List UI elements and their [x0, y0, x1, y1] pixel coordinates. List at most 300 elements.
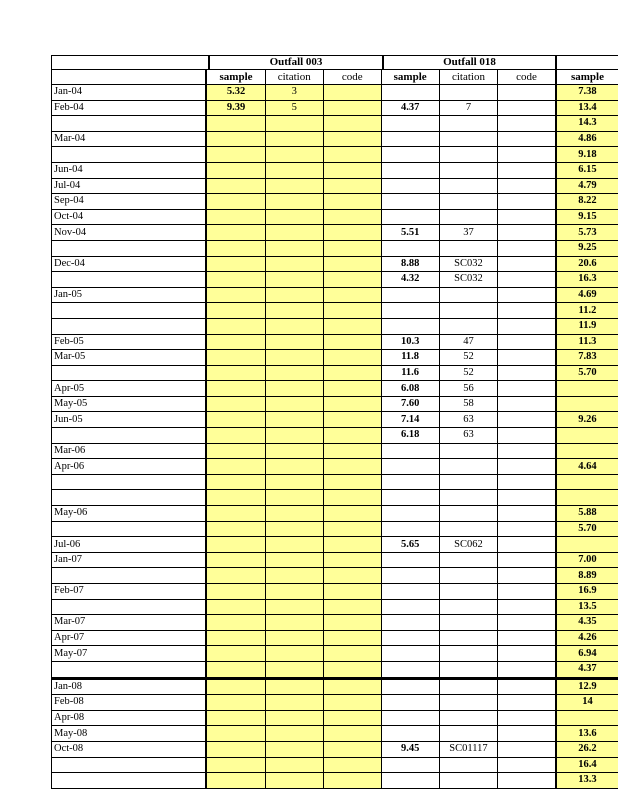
- date-cell: Mar-04: [52, 131, 207, 147]
- outfall-018-code-cell: [498, 599, 556, 615]
- table-row: [52, 85, 618, 101]
- outfall-003-sample-cell: [206, 194, 265, 210]
- outfall-018-citation-cell: [439, 147, 497, 163]
- date-cell: Dec-04: [52, 256, 207, 272]
- third-sample-cell: 5.73: [556, 225, 618, 241]
- outfall-018-code-cell: [498, 710, 556, 726]
- outfall-003-sample-cell: [206, 116, 265, 132]
- table-row: [52, 131, 618, 147]
- outfall-003-sample-cell: [206, 646, 265, 662]
- outfall-018-citation-cell: 63: [439, 412, 497, 428]
- table-row: [52, 178, 618, 194]
- outfall-003-sample-cell: [206, 599, 265, 615]
- outfall-018-code-cell: [498, 194, 556, 210]
- outfall-003-citation-cell: [265, 757, 323, 773]
- outfall-003-citation-cell: [265, 225, 323, 241]
- third-sample-cell: 4.26: [556, 630, 618, 646]
- outfall-003-code-cell: [323, 506, 381, 522]
- outfall-018-code-cell: [498, 240, 556, 256]
- outfall-018-code-cell: [498, 537, 556, 553]
- outfall-003-code-cell: [323, 726, 381, 742]
- outfall-018-code-cell: [498, 757, 556, 773]
- outfall-018-sample-cell: 11.8: [381, 350, 439, 366]
- outfall-018-citation-cell: 52: [439, 350, 497, 366]
- outfall-003-code-cell: [323, 661, 381, 678]
- outfall-003-citation-cell: [265, 240, 323, 256]
- table-row: [52, 209, 618, 225]
- outfall-003-sample-cell: [206, 726, 265, 742]
- outfall-003-code-cell: [323, 412, 381, 428]
- outfall-003-citation-cell: [265, 381, 323, 397]
- table-row: [52, 443, 618, 459]
- outfall-018-code-cell: [498, 318, 556, 334]
- outfall-003-citation-cell: [265, 162, 323, 178]
- column-header-row: [52, 70, 618, 85]
- outfall-003-sample-cell: [206, 678, 265, 695]
- outfall-018-code-cell: [498, 568, 556, 584]
- outfall-003-code-cell: [323, 194, 381, 210]
- outfall-003-citation-cell: [265, 459, 323, 475]
- date-cell: Mar-07: [52, 615, 207, 631]
- outfall-003-sample-cell: [206, 741, 265, 757]
- date-cell: [52, 757, 207, 773]
- outfall-003-sample-cell: 9.39: [206, 100, 265, 116]
- outfall-003-sample-cell: [206, 303, 265, 319]
- table-row: [52, 537, 618, 553]
- outfall-003-citation-cell: [265, 678, 323, 695]
- date-cell: Jan-07: [52, 552, 207, 568]
- outfall-003-sample-cell: [206, 131, 265, 147]
- outfall-018-code-cell: [498, 443, 556, 459]
- outfall-018-sample-cell: [381, 443, 439, 459]
- outfall-018-sample-cell: [381, 194, 439, 210]
- outfall-018-citation-cell: 7: [439, 100, 497, 116]
- table-row: [52, 318, 618, 334]
- third-sample-cell: [556, 474, 618, 490]
- table-row: [52, 116, 618, 132]
- outfall-018-sample-cell: [381, 116, 439, 132]
- date-cell: May-06: [52, 506, 207, 522]
- date-cell: Jan-04: [52, 85, 207, 101]
- outfall-018-sample-cell: [381, 661, 439, 678]
- outfall-003-citation-cell: [265, 695, 323, 711]
- third-sample-cell: 5.88: [556, 506, 618, 522]
- outfall-018-sample-cell: [381, 695, 439, 711]
- outfall-018-sample-cell: [381, 85, 439, 101]
- outfall-018-citation-cell: [439, 459, 497, 475]
- outfall-018-sample-cell: 8.88: [381, 256, 439, 272]
- group-header-blank: [51, 55, 209, 69]
- table-row: [52, 100, 618, 116]
- table-row: [52, 162, 618, 178]
- outfall-003-sample-cell: [206, 757, 265, 773]
- table-row: [52, 459, 618, 475]
- outfall-003-citation-cell: [265, 474, 323, 490]
- outfall-003-code-cell: [323, 568, 381, 584]
- outfall-003-sample-cell: [206, 178, 265, 194]
- outfall-018-code-cell: [498, 695, 556, 711]
- table-row: [52, 303, 618, 319]
- date-cell: [52, 365, 207, 381]
- third-sample-cell: 9.25: [556, 240, 618, 256]
- column-header-date: [52, 70, 207, 85]
- outfall-018-code-cell: [498, 162, 556, 178]
- outfall-003-code-cell: [323, 147, 381, 163]
- table-row: [52, 225, 618, 241]
- third-sample-cell: 8.22: [556, 194, 618, 210]
- outfall-018-citation-cell: [439, 178, 497, 194]
- third-sample-cell: 9.26: [556, 412, 618, 428]
- outfall-003-code-cell: [323, 695, 381, 711]
- column-header-citation: citation: [265, 70, 323, 85]
- date-cell: [52, 568, 207, 584]
- outfall-018-citation-cell: [439, 490, 497, 506]
- outfall-003-citation-cell: [265, 178, 323, 194]
- third-sample-cell: 26.2: [556, 741, 618, 757]
- date-cell: Apr-08: [52, 710, 207, 726]
- outfall-018-sample-cell: [381, 162, 439, 178]
- table-row: [52, 506, 618, 522]
- table-row: [52, 412, 618, 428]
- outfall-018-citation-cell: [439, 287, 497, 303]
- outfall-018-code-cell: [498, 381, 556, 397]
- third-sample-cell: 13.6: [556, 726, 618, 742]
- outfall-018-sample-cell: [381, 459, 439, 475]
- date-cell: Jul-06: [52, 537, 207, 553]
- outfall-018-code-cell: [498, 552, 556, 568]
- date-cell: Feb-05: [52, 334, 207, 350]
- outfall-018-sample-cell: 5.51: [381, 225, 439, 241]
- third-sample-cell: 20.6: [556, 256, 618, 272]
- table-row: [52, 194, 618, 210]
- outfall-003-citation-cell: [265, 490, 323, 506]
- outfall-018-citation-cell: [439, 710, 497, 726]
- outfall-003-sample-cell: [206, 350, 265, 366]
- third-sample-cell: [556, 443, 618, 459]
- outfall-018-sample-cell: [381, 615, 439, 631]
- outfall-018-code-cell: [498, 131, 556, 147]
- group-header-outfall-003: Outfall 003: [209, 55, 383, 69]
- outfall-003-citation-cell: [265, 334, 323, 350]
- outfall-018-sample-cell: [381, 726, 439, 742]
- table-row: [52, 726, 618, 742]
- outfall-003-sample-cell: [206, 630, 265, 646]
- outfall-003-code-cell: [323, 303, 381, 319]
- outfall-018-citation-cell: 47: [439, 334, 497, 350]
- outfall-018-sample-cell: [381, 710, 439, 726]
- group-header-third: [556, 55, 618, 69]
- third-sample-cell: 11.3: [556, 334, 618, 350]
- outfall-018-sample-cell: 4.37: [381, 100, 439, 116]
- outfall-018-citation-cell: [439, 726, 497, 742]
- outfall-018-code-cell: [498, 646, 556, 662]
- outfall-003-code-cell: [323, 459, 381, 475]
- outfall-003-citation-cell: 5: [265, 100, 323, 116]
- table-row: [52, 741, 618, 757]
- outfall-018-citation-cell: SC032: [439, 272, 497, 288]
- column-header-code: code: [498, 70, 556, 85]
- outfall-003-citation-cell: [265, 131, 323, 147]
- outfall-018-code-cell: [498, 584, 556, 600]
- date-cell: [52, 599, 207, 615]
- outfall-003-sample-cell: [206, 147, 265, 163]
- outfall-003-code-cell: [323, 100, 381, 116]
- outfall-003-code-cell: [323, 678, 381, 695]
- outfall-003-citation-cell: [265, 521, 323, 537]
- date-cell: Nov-04: [52, 225, 207, 241]
- date-cell: Jun-04: [52, 162, 207, 178]
- outfall-018-code-cell: [498, 272, 556, 288]
- outfall-003-sample-cell: [206, 412, 265, 428]
- outfall-003-citation-cell: [265, 630, 323, 646]
- third-sample-cell: 13.4: [556, 100, 618, 116]
- outfall-018-code-cell: [498, 474, 556, 490]
- outfall-018-citation-cell: [439, 194, 497, 210]
- spreadsheet: [51, 55, 618, 786]
- outfall-018-sample-cell: [381, 474, 439, 490]
- outfall-003-citation-cell: [265, 661, 323, 678]
- outfall-003-sample-cell: [206, 256, 265, 272]
- date-cell: [52, 474, 207, 490]
- outfall-018-citation-cell: 37: [439, 225, 497, 241]
- third-sample-cell: 4.64: [556, 459, 618, 475]
- outfall-003-sample-cell: [206, 287, 265, 303]
- table-row: [52, 773, 618, 789]
- outfall-018-citation-cell: [439, 552, 497, 568]
- third-sample-cell: 4.35: [556, 615, 618, 631]
- outfall-018-sample-cell: [381, 240, 439, 256]
- date-cell: [52, 490, 207, 506]
- outfall-003-sample-cell: [206, 521, 265, 537]
- outfall-003-code-cell: [323, 272, 381, 288]
- date-cell: Jul-04: [52, 178, 207, 194]
- date-cell: Feb-08: [52, 695, 207, 711]
- outfall-003-sample-cell: [206, 490, 265, 506]
- third-sample-cell: [556, 537, 618, 553]
- third-sample-cell: 16.3: [556, 272, 618, 288]
- outfall-003-citation-cell: [265, 256, 323, 272]
- outfall-003-code-cell: [323, 599, 381, 615]
- outfall-003-citation-cell: [265, 272, 323, 288]
- outfall-018-code-cell: [498, 334, 556, 350]
- outfall-018-code-cell: [498, 209, 556, 225]
- outfall-018-citation-cell: [439, 506, 497, 522]
- outfall-018-citation-cell: 58: [439, 396, 497, 412]
- date-cell: Sep-04: [52, 194, 207, 210]
- outfall-003-citation-cell: [265, 599, 323, 615]
- date-cell: [52, 116, 207, 132]
- date-cell: Feb-04: [52, 100, 207, 116]
- outfall-003-sample-cell: [206, 272, 265, 288]
- outfall-018-sample-cell: 6.18: [381, 428, 439, 444]
- outfall-003-citation-cell: [265, 396, 323, 412]
- date-cell: Oct-04: [52, 209, 207, 225]
- outfall-003-sample-cell: [206, 428, 265, 444]
- outfall-003-citation-cell: [265, 726, 323, 742]
- outfall-018-citation-cell: [439, 240, 497, 256]
- table-row: [52, 287, 618, 303]
- outfall-003-code-cell: [323, 365, 381, 381]
- outfall-018-code-cell: [498, 615, 556, 631]
- outfall-003-sample-cell: [206, 209, 265, 225]
- outfall-003-code-cell: [323, 710, 381, 726]
- third-sample-cell: 5.70: [556, 521, 618, 537]
- outfall-018-citation-cell: [439, 521, 497, 537]
- outfall-003-citation-cell: 3: [265, 85, 323, 101]
- outfall-003-citation-cell: [265, 506, 323, 522]
- outfall-018-sample-cell: [381, 757, 439, 773]
- outfall-003-code-cell: [323, 225, 381, 241]
- outfall-003-sample-cell: [206, 365, 265, 381]
- outfall-018-citation-cell: [439, 303, 497, 319]
- date-cell: [52, 428, 207, 444]
- outfall-018-citation-cell: [439, 695, 497, 711]
- table-row: [52, 240, 618, 256]
- outfall-018-citation-cell: [439, 599, 497, 615]
- outfall-003-sample-cell: [206, 240, 265, 256]
- outfall-018-citation-cell: 56: [439, 381, 497, 397]
- outfall-003-citation-cell: [265, 194, 323, 210]
- date-cell: Apr-07: [52, 630, 207, 646]
- outfall-003-citation-cell: [265, 303, 323, 319]
- outfall-003-code-cell: [323, 552, 381, 568]
- date-cell: [52, 303, 207, 319]
- date-cell: May-08: [52, 726, 207, 742]
- outfall-003-code-cell: [323, 396, 381, 412]
- outfall-003-citation-cell: [265, 318, 323, 334]
- outfall-003-citation-cell: [265, 365, 323, 381]
- outfall-018-code-cell: [498, 428, 556, 444]
- outfall-018-citation-cell: [439, 678, 497, 695]
- outfall-003-citation-cell: [265, 350, 323, 366]
- outfall-003-sample-cell: [206, 318, 265, 334]
- third-sample-cell: 7.00: [556, 552, 618, 568]
- outfall-003-code-cell: [323, 757, 381, 773]
- outfall-003-citation-cell: [265, 209, 323, 225]
- date-cell: Mar-05: [52, 350, 207, 366]
- outfall-018-sample-cell: [381, 178, 439, 194]
- outfall-003-citation-cell: [265, 741, 323, 757]
- table-row: [52, 661, 618, 678]
- data-table: [51, 69, 618, 789]
- outfall-018-citation-cell: SC01117: [439, 741, 497, 757]
- third-sample-cell: 9.18: [556, 147, 618, 163]
- date-cell: [52, 521, 207, 537]
- outfall-018-code-cell: [498, 178, 556, 194]
- outfall-003-sample-cell: [206, 710, 265, 726]
- third-sample-cell: 8.89: [556, 568, 618, 584]
- third-sample-cell: [556, 710, 618, 726]
- table-row: [52, 490, 618, 506]
- third-sample-cell: 13.3: [556, 773, 618, 789]
- outfall-018-citation-cell: [439, 474, 497, 490]
- date-cell: [52, 272, 207, 288]
- outfall-003-code-cell: [323, 209, 381, 225]
- date-cell: Oct-08: [52, 741, 207, 757]
- outfall-003-code-cell: [323, 350, 381, 366]
- third-sample-cell: [556, 490, 618, 506]
- outfall-018-citation-cell: [439, 661, 497, 678]
- outfall-003-code-cell: [323, 131, 381, 147]
- outfall-018-code-cell: [498, 287, 556, 303]
- third-sample-cell: 9.15: [556, 209, 618, 225]
- outfall-018-sample-cell: [381, 209, 439, 225]
- table-row: [52, 615, 618, 631]
- table-row: [52, 584, 618, 600]
- outfall-003-sample-cell: [206, 334, 265, 350]
- outfall-018-code-cell: [498, 350, 556, 366]
- outfall-018-citation-cell: [439, 85, 497, 101]
- outfall-018-sample-cell: 10.3: [381, 334, 439, 350]
- third-sample-cell: 7.38: [556, 85, 618, 101]
- outfall-003-sample-cell: [206, 615, 265, 631]
- table-row: [52, 568, 618, 584]
- outfall-018-sample-cell: [381, 678, 439, 695]
- outfall-003-citation-cell: [265, 412, 323, 428]
- outfall-018-code-cell: [498, 147, 556, 163]
- outfall-018-sample-cell: [381, 287, 439, 303]
- outfall-018-citation-cell: 52: [439, 365, 497, 381]
- outfall-018-sample-cell: [381, 506, 439, 522]
- outfall-003-citation-cell: [265, 287, 323, 303]
- outfall-018-sample-cell: 11.6: [381, 365, 439, 381]
- outfall-003-citation-cell: [265, 568, 323, 584]
- outfall-018-code-cell: [498, 85, 556, 101]
- outfall-018-code-cell: [498, 225, 556, 241]
- outfall-018-citation-cell: [439, 116, 497, 132]
- outfall-003-sample-cell: 5.32: [206, 85, 265, 101]
- outfall-003-code-cell: [323, 537, 381, 553]
- table-row: [52, 350, 618, 366]
- outfall-003-code-cell: [323, 428, 381, 444]
- outfall-018-citation-cell: [439, 757, 497, 773]
- table-row: [52, 365, 618, 381]
- outfall-018-code-cell: [498, 396, 556, 412]
- outfall-003-citation-cell: [265, 116, 323, 132]
- outfall-003-sample-cell: [206, 537, 265, 553]
- outfall-003-citation-cell: [265, 646, 323, 662]
- third-sample-cell: 11.2: [556, 303, 618, 319]
- outfall-003-code-cell: [323, 334, 381, 350]
- outfall-003-code-cell: [323, 178, 381, 194]
- outfall-018-code-cell: [498, 726, 556, 742]
- outfall-003-citation-cell: [265, 584, 323, 600]
- outfall-018-sample-cell: [381, 303, 439, 319]
- outfall-018-citation-cell: [439, 131, 497, 147]
- outfall-018-code-cell: [498, 365, 556, 381]
- outfall-018-sample-cell: [381, 584, 439, 600]
- outfall-003-code-cell: [323, 474, 381, 490]
- outfall-003-code-cell: [323, 240, 381, 256]
- outfall-018-code-cell: [498, 678, 556, 695]
- outfall-003-sample-cell: [206, 162, 265, 178]
- outfall-018-sample-cell: 4.32: [381, 272, 439, 288]
- outfall-018-sample-cell: [381, 131, 439, 147]
- outfall-018-code-cell: [498, 303, 556, 319]
- third-sample-cell: 4.79: [556, 178, 618, 194]
- table-row: [52, 147, 618, 163]
- table-row: [52, 474, 618, 490]
- date-cell: Jun-05: [52, 412, 207, 428]
- third-sample-cell: [556, 428, 618, 444]
- outfall-003-sample-cell: [206, 695, 265, 711]
- date-cell: [52, 773, 207, 789]
- outfall-018-code-cell: [498, 630, 556, 646]
- outfall-018-code-cell: [498, 116, 556, 132]
- outfall-003-code-cell: [323, 630, 381, 646]
- outfall-018-code-cell: [498, 256, 556, 272]
- date-cell: [52, 147, 207, 163]
